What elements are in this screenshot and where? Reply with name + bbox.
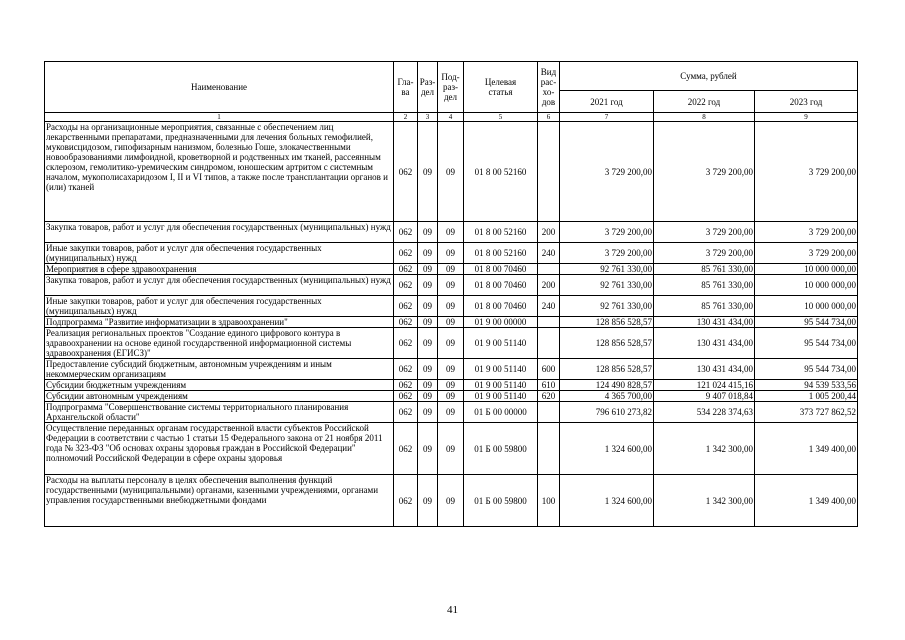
- row-sum-2022: 1 342 300,00: [654, 475, 755, 527]
- row-sum-2023: 10 000 000,00: [755, 275, 858, 296]
- row-sum-2023: 1 005 200,44: [755, 391, 858, 402]
- row-sum-2022: 1 342 300,00: [654, 423, 755, 475]
- row-expense-type: [538, 317, 560, 328]
- row-subsection: 09: [438, 328, 464, 359]
- row-target-article: 01 Б 00 59800: [464, 423, 538, 475]
- row-chapter: 062: [394, 402, 418, 423]
- row-target-article: 01 9 00 51140: [464, 380, 538, 391]
- row-name: Закупка товаров, работ и услуг для обеспечения государственных (муниципальных) нужд: [45, 275, 394, 296]
- row-name: Подпрограмма "Развитие информатизации в здравоохранении": [45, 317, 394, 328]
- row-section: 09: [418, 275, 438, 296]
- row-sum-2021: 92 761 330,00: [560, 296, 654, 317]
- row-expense-type: 240: [538, 243, 560, 264]
- row-expense-type: [538, 122, 560, 222]
- row-sum-2021: 4 365 700,00: [560, 391, 654, 402]
- row-sum-2022: 85 761 330,00: [654, 264, 755, 275]
- row-section: 09: [418, 402, 438, 423]
- row-expense-type: [538, 328, 560, 359]
- row-sum-2022: 85 761 330,00: [654, 275, 755, 296]
- row-subsection: 09: [438, 475, 464, 527]
- row-chapter: 062: [394, 222, 418, 243]
- header-year-2023: 2023 год: [755, 91, 858, 113]
- header-chapter: Гла- ва: [394, 62, 418, 113]
- row-subsection: 09: [438, 222, 464, 243]
- row-expense-type: 600: [538, 359, 560, 380]
- header-name: Наименование: [45, 62, 394, 113]
- row-expense-type: 240: [538, 296, 560, 317]
- row-name: Иные закупки товаров, работ и услуг для обеспечения государственных (муниципальных) нужд: [45, 296, 394, 317]
- row-chapter: 062: [394, 475, 418, 527]
- row-subsection: 09: [438, 275, 464, 296]
- table-row: [45, 317, 858, 328]
- row-subsection: 09: [438, 391, 464, 402]
- row-sum-2022: 9 407 018,84: [654, 391, 755, 402]
- table-row: [45, 243, 858, 264]
- row-target-article: 01 9 00 00000: [464, 317, 538, 328]
- row-name: Подпрограмма "Совершенствование системы территориального планирования Архангельской области": [45, 402, 394, 423]
- header-target-article: Целевая статья: [464, 62, 538, 113]
- header-year-2021: 2021 год: [560, 91, 654, 113]
- row-name: Иные закупки товаров, работ и услуг для обеспечения государственных (муниципальных) нужд: [45, 243, 394, 264]
- row-expense-type: 200: [538, 275, 560, 296]
- row-subsection: 09: [438, 122, 464, 222]
- row-chapter: 062: [394, 317, 418, 328]
- row-chapter: 062: [394, 122, 418, 222]
- row-name: Предоставление субсидий бюджетным, автономным учреждениям и иным некоммерческим организациям: [45, 359, 394, 380]
- row-section: 09: [418, 264, 438, 275]
- column-number: 1: [45, 113, 394, 122]
- header-year-2022: 2022 год: [654, 91, 755, 113]
- row-name: Субсидии бюджетным учреждениям: [45, 380, 394, 391]
- row-subsection: 09: [438, 423, 464, 475]
- row-chapter: 062: [394, 423, 418, 475]
- column-number: 4: [438, 113, 464, 122]
- row-sum-2021: 92 761 330,00: [560, 264, 654, 275]
- row-chapter: 062: [394, 275, 418, 296]
- row-target-article: 01 9 00 51140: [464, 359, 538, 380]
- header-expense-type: Вид рас- хо- дов: [538, 62, 560, 113]
- row-name: Закупка товаров, работ и услуг для обеспечения государственных (муниципальных) нужд: [45, 222, 394, 243]
- row-expense-type: 200: [538, 222, 560, 243]
- row-subsection: 09: [438, 317, 464, 328]
- table-row: [45, 423, 858, 475]
- row-section: 09: [418, 296, 438, 317]
- row-subsection: 09: [438, 264, 464, 275]
- row-target-article: 01 8 00 52160: [464, 122, 538, 222]
- row-section: 09: [418, 243, 438, 264]
- row-chapter: 062: [394, 328, 418, 359]
- row-target-article: 01 8 00 52160: [464, 222, 538, 243]
- header-subsection: Под- раз- дел: [438, 62, 464, 113]
- row-section: 09: [418, 475, 438, 527]
- row-target-article: 01 8 00 70460: [464, 264, 538, 275]
- column-number: 2: [394, 113, 418, 122]
- table-row: [45, 222, 858, 243]
- row-name: Расходы на выплаты персоналу в целях обеспечения выполнения функций государственными (муниципальными) органами, казенными учреждениями, органами управления государственными внебюджетными фондами: [45, 475, 394, 527]
- table-row: [45, 380, 858, 391]
- table-row: [45, 264, 858, 275]
- row-name: Реализация региональных проектов "Создание единого цифрового контура в здравоохранении на основе единой государственной информационной системы здравоохранения (ЕГИСЗ)": [45, 328, 394, 359]
- row-target-article: 01 9 00 51140: [464, 328, 538, 359]
- row-sum-2021: 1 324 600,00: [560, 423, 654, 475]
- row-section: 09: [418, 423, 438, 475]
- row-section: 09: [418, 380, 438, 391]
- row-subsection: 09: [438, 243, 464, 264]
- row-target-article: 01 8 00 70460: [464, 275, 538, 296]
- column-number: 3: [418, 113, 438, 122]
- row-target-article: 01 8 00 52160: [464, 243, 538, 264]
- row-expense-type: 100: [538, 475, 560, 527]
- row-expense-type: 610: [538, 380, 560, 391]
- row-sum-2023: 1 349 400,00: [755, 423, 858, 475]
- row-name: Осуществление переданных органам государственной власти субъектов Российской Федерации в соответствии с частью 1 статьи 15 Федерального закона от 21 ноября 2011 года № 323-ФЗ "Об основах охраны здоровья граждан в Российской Федерации" полномочий Российской Федерации в сфере охраны здоровья: [45, 423, 394, 475]
- row-sum-2022: 130 431 434,00: [654, 359, 755, 380]
- row-sum-2021: 128 856 528,57: [560, 317, 654, 328]
- row-sum-2021: 1 324 600,00: [560, 475, 654, 527]
- row-chapter: 062: [394, 391, 418, 402]
- row-name: Субсидии автономным учреждениям: [45, 391, 394, 402]
- table-row: [45, 122, 858, 222]
- row-target-article: 01 Б 00 59800: [464, 475, 538, 527]
- row-section: 09: [418, 222, 438, 243]
- row-sum-2023: 3 729 200,00: [755, 122, 858, 222]
- row-sum-2023: 94 539 533,56: [755, 380, 858, 391]
- column-numbers-row: [45, 113, 858, 122]
- row-sum-2021: 128 856 528,57: [560, 359, 654, 380]
- row-sum-2023: 373 727 862,52: [755, 402, 858, 423]
- row-sum-2023: 10 000 000,00: [755, 264, 858, 275]
- table-row: [45, 402, 858, 423]
- table-row: [45, 475, 858, 527]
- header-section: Раз- дел: [418, 62, 438, 113]
- table-row: [45, 275, 858, 296]
- row-sum-2022: 85 761 330,00: [654, 296, 755, 317]
- header-sum: Сумма, рублей: [560, 62, 858, 91]
- row-sum-2023: 10 000 000,00: [755, 296, 858, 317]
- row-sum-2023: 1 349 400,00: [755, 475, 858, 527]
- row-sum-2021: 3 729 200,00: [560, 222, 654, 243]
- row-sum-2021: 3 729 200,00: [560, 243, 654, 264]
- row-section: 09: [418, 391, 438, 402]
- row-sum-2023: 95 544 734,00: [755, 359, 858, 380]
- row-sum-2023: 3 729 200,00: [755, 222, 858, 243]
- row-sum-2022: 121 024 415,16: [654, 380, 755, 391]
- column-number: 7: [560, 113, 654, 122]
- row-sum-2021: 92 761 330,00: [560, 275, 654, 296]
- row-chapter: 062: [394, 380, 418, 391]
- column-number: 8: [654, 113, 755, 122]
- row-section: 09: [418, 359, 438, 380]
- row-target-article: 01 Б 00 00000: [464, 402, 538, 423]
- column-number: 6: [538, 113, 560, 122]
- row-subsection: 09: [438, 359, 464, 380]
- row-expense-type: [538, 423, 560, 475]
- row-target-article: 01 8 00 70460: [464, 296, 538, 317]
- table-row: [45, 391, 858, 402]
- table-row: [45, 359, 858, 380]
- row-sum-2023: 3 729 200,00: [755, 243, 858, 264]
- budget-table: [44, 61, 858, 527]
- row-sum-2022: 3 729 200,00: [654, 122, 755, 222]
- row-sum-2022: 534 228 374,63: [654, 402, 755, 423]
- row-sum-2022: 130 431 434,00: [654, 328, 755, 359]
- row-subsection: 09: [438, 402, 464, 423]
- row-subsection: 09: [438, 296, 464, 317]
- row-sum-2021: 3 729 200,00: [560, 122, 654, 222]
- page-number: 41: [447, 604, 458, 616]
- table-row: [45, 328, 858, 359]
- row-chapter: 062: [394, 359, 418, 380]
- row-name: Расходы на организационные мероприятия, связанные с обеспечением лиц лекарственными препаратами, предназначенными для лечения больных гемофилией, муковисцидозом, гипофизарным нанизмом, болезнью Гоше, злокачественными новообразованиями лимфоидной, кроветворной и родственных им тканей, рассеянным склерозом, гемолитико-уремическим синдромом, юношеским артритом с системным началом, мукополисахаридозом I, II и VI типов, а также после трансплантации органов и (или) тканей: [45, 122, 394, 222]
- row-expense-type: 620: [538, 391, 560, 402]
- row-section: 09: [418, 317, 438, 328]
- row-expense-type: [538, 402, 560, 423]
- column-number: 5: [464, 113, 538, 122]
- row-chapter: 062: [394, 243, 418, 264]
- row-sum-2022: 3 729 200,00: [654, 243, 755, 264]
- row-target-article: 01 9 00 51140: [464, 391, 538, 402]
- row-sum-2022: 130 431 434,00: [654, 317, 755, 328]
- row-sum-2021: 128 856 528,57: [560, 328, 654, 359]
- row-sum-2023: 95 544 734,00: [755, 317, 858, 328]
- row-sum-2021: 124 490 828,57: [560, 380, 654, 391]
- row-subsection: 09: [438, 380, 464, 391]
- row-expense-type: [538, 264, 560, 275]
- row-sum-2023: 95 544 734,00: [755, 328, 858, 359]
- row-section: 09: [418, 122, 438, 222]
- row-section: 09: [418, 328, 438, 359]
- table-row: [45, 296, 858, 317]
- row-chapter: 062: [394, 264, 418, 275]
- column-number: 9: [755, 113, 858, 122]
- row-name: Мероприятия в сфере здравоохранения: [45, 264, 394, 275]
- row-chapter: 062: [394, 296, 418, 317]
- row-sum-2021: 796 610 273,82: [560, 402, 654, 423]
- row-sum-2022: 3 729 200,00: [654, 222, 755, 243]
